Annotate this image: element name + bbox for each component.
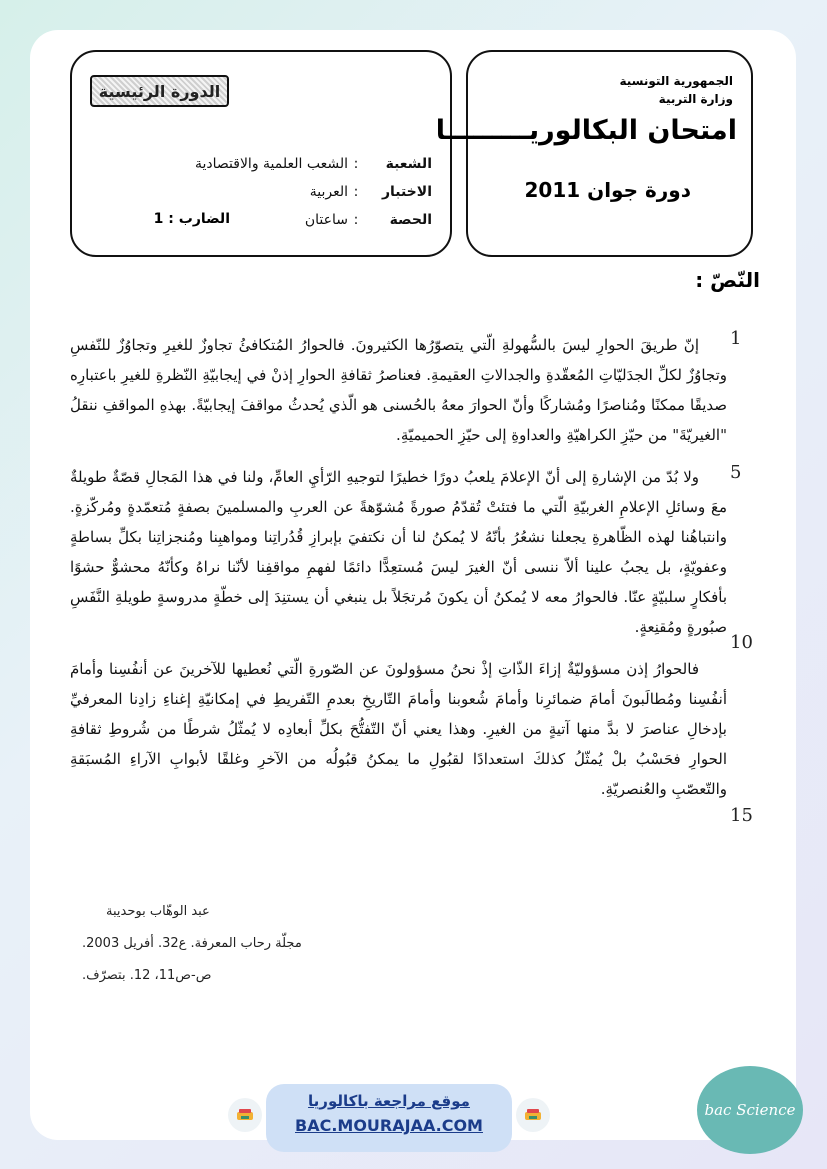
source-pages: ص-ص11، 12. بتصرّف. xyxy=(82,968,212,983)
paragraph: إنّ طريقَ الحوارِ ليسَ بالسُّهولةِ الّتي يتصوّرُها الكثيرونَ. فالحوارُ المُتكافئُ تجاوزٌ للغيرِ وتجاوُزٌ للنّفسِ وتجاوُزٌ لكلِّ الجدَليّاتِ المُعقّدةِ والجدالاتِ العقيمةِ. فعناصرُ ثقافةِ الحوارِ إذنْ في إيجابيّةِ النّظرةِ للغيرِ باعتبارِه صديقًا ممكنًا ومُناصرًا ومُشاركًا وأنّ الحوارَ معهُ بالحُسنى هو الّذي يُحدثُ مواقفَ إيجابيّةً. بهذهِ المواقفِ ننقلُ "الغيريّةَ" من حيّزِ الكراهيّةِ والعداوةِ إلى حيّزِ الحميميّةِ. xyxy=(70,336,727,444)
line-number: 15 xyxy=(730,805,753,826)
exam-title-box xyxy=(435,50,753,257)
field-row-branch: الشعبة : الشعب العلمية والاقتصادية xyxy=(194,156,432,172)
exam-session: دورة جوان 2011 xyxy=(524,178,691,202)
document-page xyxy=(30,30,796,1140)
paragraph: فالحوارُ إذن مسؤوليّةٌ إزاءَ الذّاتِ إذْ نحنُ مسؤولونَ عن الصّورةِ الّتي نُعطيها للآخرينَ عن أنفُسِنا وأمامَ أنفُسِنا ومُطالَبونَ أمامَ ضمائرِنا وأمامَ شُعوبنا وأمامَ التّاريخِ بعدمِ التّفريطِ في إمكانيّةِ إغناءِ زادِنا المعرفيِّ بإدخالِ عناصرَ لا بدَّ منها آتيةٍ من الغيرِ. وهذا يعني أنّ التّفتُّحَ بكلِّ أبعادِه لا يُمثّلُ شرطًا من شُروطِ ثقافةِ الحوارِ فحَسْبُ بلْ يُمثّلُ كذلكَ استعدادًا لقبُولِ ما يمكنُ قبُولُه من الآخرِ وغلقًا لأبوابِ الآراءِ المُسبَقةِ والتّعصّبِ والعُنصريّةِ. xyxy=(70,660,727,798)
coefficient: الضارب : 1 xyxy=(153,211,230,227)
site-url-link[interactable]: BAC.MOURAJAA.COM xyxy=(295,1116,483,1135)
field-row-duration: الحصة : ساعتان xyxy=(304,212,432,228)
exam-title: امتحان البكالوريـــــــــا xyxy=(435,115,737,146)
session-badge: الدورة الرئيسية xyxy=(90,75,229,107)
left-brand-icon xyxy=(228,1098,262,1132)
exam-info-box xyxy=(70,50,452,257)
site-name-arabic[interactable]: موقع مراجعة باكالوريا xyxy=(308,1092,470,1110)
line-number: 1 xyxy=(730,328,742,349)
source-journal: مجلّة رحاب المعرفة. ع32. أفريل 2003. xyxy=(82,936,302,951)
field-row-subject: الاختبار : العربية xyxy=(309,184,432,200)
line-number: 5 xyxy=(730,462,742,483)
text-body xyxy=(70,330,727,816)
text-heading: النّصّ : xyxy=(695,268,760,292)
site-banner[interactable] xyxy=(266,1084,512,1152)
source-author: عبد الوهّاب بوحديبة xyxy=(106,904,210,919)
bac-science-logo: bac Science xyxy=(697,1066,803,1154)
republic-label: الجمهورية التونسية xyxy=(619,74,733,88)
right-brand-icon xyxy=(516,1098,550,1132)
line-number: 10 xyxy=(730,632,753,653)
paragraph: ولا بُدّ من الإشارةِ إلى أنّ الإعلامَ يلعبُ دورًا خطيرًا لتوجيهِ الرّأيِ العامِّ، ولنا في هذا المَجالِ قصّةٌ طويلةٌ معَ وسائلِ الإعلامِ الغربيّةِ الّتي ما فتئتْ تُقدّمُ صورةً مُشوّهةً عن العربِ والمسلمينَ بصفةٍ مُتعمّدةٍ ومُركّزةٍ. وانتباهُنا لهذه الظّاهرةِ يجعلنا نشعُرُ بأنّهُ لا يُمكنُ لنا أن نكتفيَ بإبرازِ قُدُراتِنا ومواهبِنا ومُنجزاتِنا بكلِّ بساطةٍ وعفويّةٍ، بل يجبُ علينا ألاّ ننسى أنّ الغيرَ ليسَ مُستعِدًّا دائمًا لفهمِ مواقفِنا لأنّنا نراهُ وكأنّهُ محشوٌّ حشوًا بأفكارٍ سلبيّةٍ عنّا. فالحوارُ معه لا يُمكنُ أن يكونَ مُرتجَلاً بل ينبغي أن يستنِدَ إلى خطّةٍ مدروسةٍ طويلةِ النَّفَسِ صبُورةٍ ومُقنِعةٍ. xyxy=(70,468,727,636)
ministry-label: وزارة التربية xyxy=(658,92,733,106)
